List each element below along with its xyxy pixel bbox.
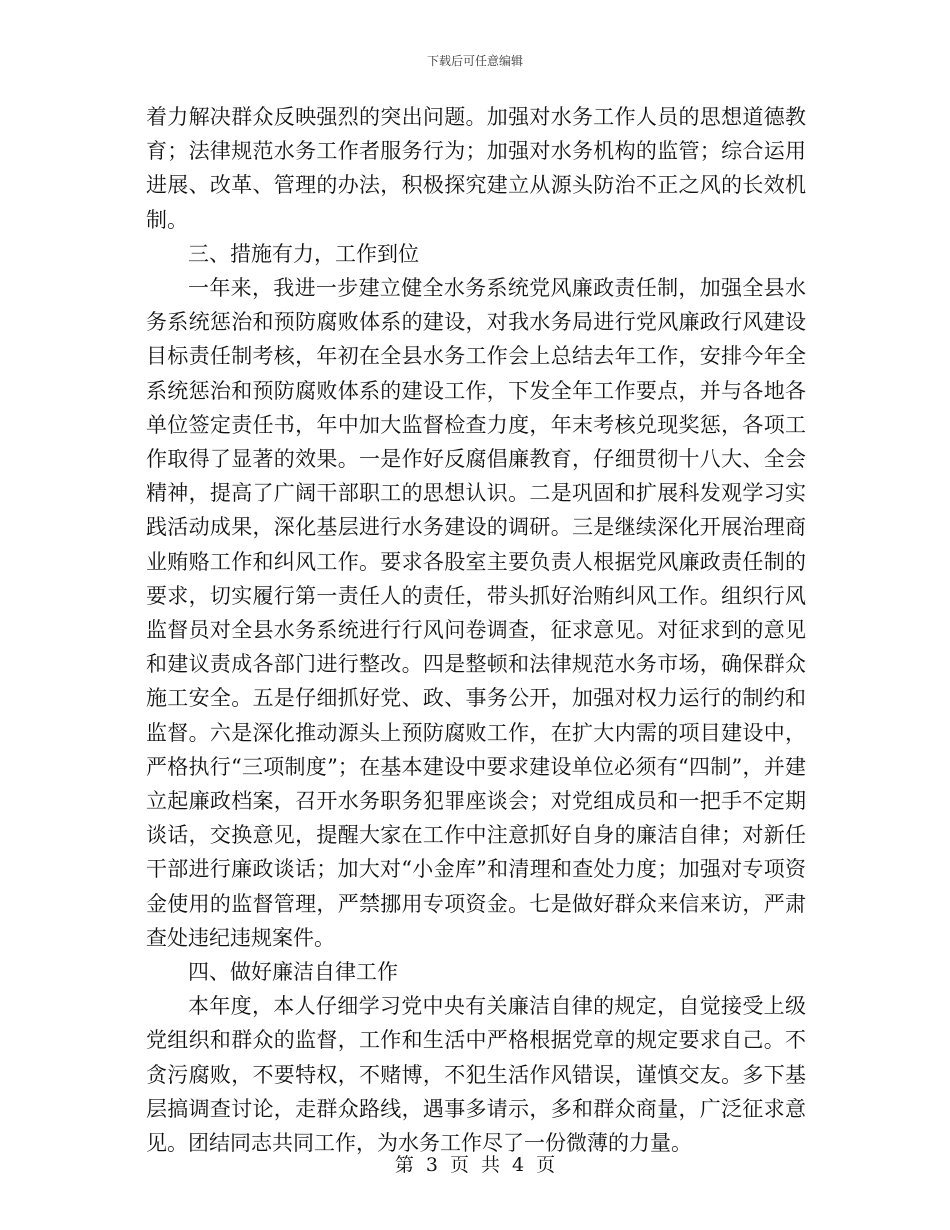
page-number: 第 3 页 共 4 页 xyxy=(394,1154,556,1176)
section-heading-4: 四、做好廉洁自律工作 xyxy=(188,960,398,985)
section-heading-3: 三、措施有力，工作到位 xyxy=(188,241,419,266)
paragraph-3: 本年度，本人仔细学习党中央有关廉洁自律的规定，自觉接受上级党组织和群众的监督，工作和生活中严格根据党章的规定要求自己。不贪污腐败，不要特权，不赌博，不犯生活作风错误，谨慎交友。多下基层搞调查讨论，走群众路线，遇事多请示，多和群众商量，广泛征求意见。团结同志共同工作，为水务工作尽了一份微薄的力量。 xyxy=(146,994,806,1156)
document-body xyxy=(146,100,806,1160)
paragraph-1: 着力解决群众反映强烈的突出问题。加强对水务工作人员的思想道德教育；法律规范水务工作者服务行为；加强对水务机构的监管；综合运用进展、改革、管理的办法，积极探究建立从源头防治不正之风的长效机制。 xyxy=(146,105,806,232)
page-header: 下载后可任意编辑 xyxy=(426,54,523,68)
paragraph-2: 一年来，我进一步建立健全水务系统党风廉政责任制，加强全县水务系统惩治和预防腐败体系的建设，对我水务局进行党风廉政行风建设目标责任制考核，年初在全县水务工作会上总结去年工作，安排今年全系统惩治和预防腐败体系的建设工作，下发全年工作要点，并与各地各单位签定责任书，年中加大监督检查力度，年末考核兑现奖惩，各项工作取得了显著的效果。一是作好反腐倡廉教育，仔细贯彻十八大、全会精神，提高了广阔干部职工的思想认识。二是巩固和扩展科发观学习实践活动成果，深化基层进行水务建设的调研。三是继续深化开展治理商业贿赂工作和纠风工作。要求各股室主要负责人根据党风廉政责任制的要求，切实履行第一责任人的责任，带头抓好治贿纠风工作。组织行风监督员对全县水务系统进行行风问卷调查，征求意见。对征求到的意见和建议责成各部门进行整改。四是整顿和法律规范水务市场，确保群众施工安全。五是仔细抓好党、政、事务公开，加强对权力运行的制约和监督。六是深化推动源头上预防腐败工作，在扩大内需的项目建设中，严格执行“三项制度”；在基本建设中要求建设单位必须有“四制”，并建立起廉政档案，召开水务职务犯罪座谈会；对党组成员和一把手不定期谈话，交换意见，提醒大家在工作中注意抓好自身的廉洁自律；对新任干部进行廉政谈话；加大对“小金库”和清理和查处力度；加强对专项资金使用的监督管理，严禁挪用专项资金。七是做好群众来信来访，严肃查处违纪违规案件。 xyxy=(146,276,806,950)
